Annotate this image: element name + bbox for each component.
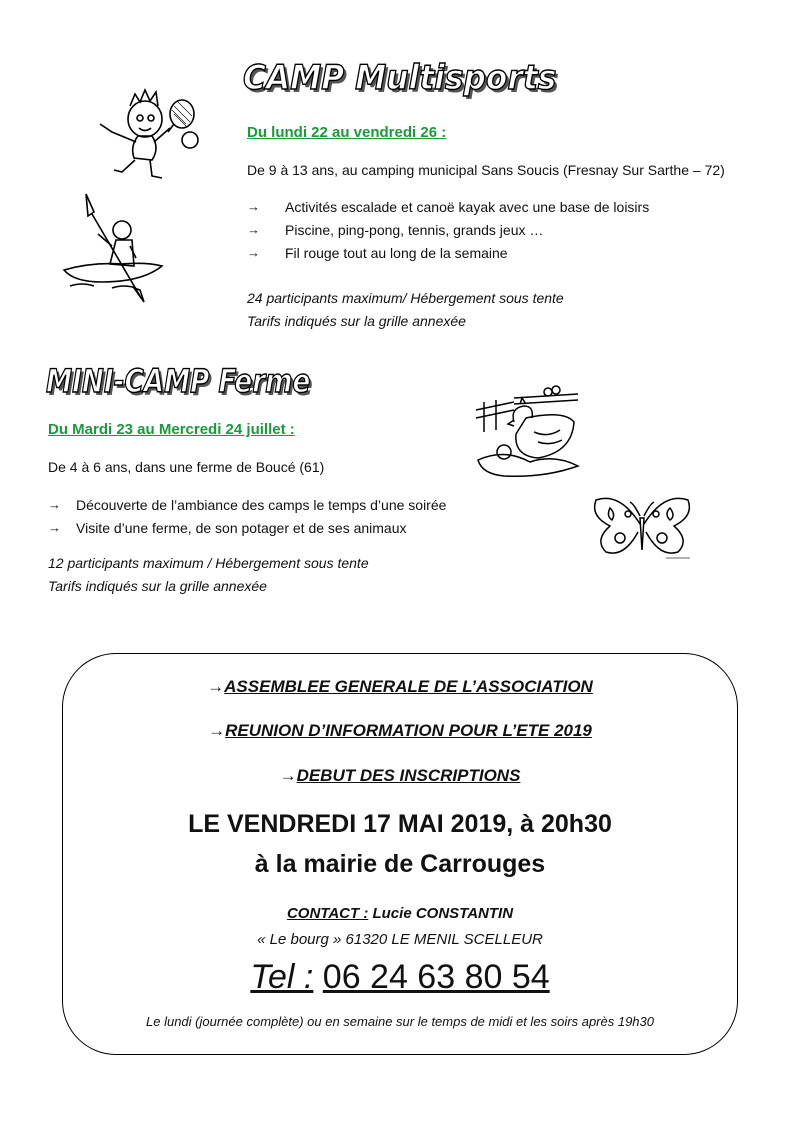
minicamp-participants: 12 participants maximum / Hébergement sous tente: [48, 555, 369, 571]
list-item: → Piscine, ping-pong, tennis, grands jeux …: [247, 221, 544, 238]
camp-activity-list: [247, 195, 727, 264]
camp-description: De 9 à 13 ans, au camping municipal Sans Soucis (Fresnay Sur Sarthe – 72): [247, 162, 725, 178]
meeting-place: à la mairie de Carrouges: [254, 850, 546, 878]
contact-line: [62, 905, 738, 922]
camp-dates: Du lundi 22 au vendredi 26 :: [247, 124, 447, 141]
arrow-icon: →: [247, 222, 260, 237]
arrow-icon: →: [247, 245, 260, 260]
contact-hours: Le lundi (journée complète) ou en semaine sur le temps de midi et les soirs après 19h30: [146, 1014, 654, 1029]
kayak-illustration: [62, 190, 166, 302]
camp-participants: 24 participants maximum/ Hébergement sous tente: [247, 290, 564, 306]
meeting-date: LE VENDREDI 17 MAI 2019, à 20h30: [188, 810, 612, 838]
meeting-item-info: →REUNION D’INFORMATION POUR L’ETE 2019: [208, 721, 592, 740]
arrow-icon: →: [48, 520, 61, 535]
arrow-icon: →: [208, 721, 226, 740]
tennis-kid-illustration: [90, 84, 208, 180]
meeting-item-inscriptions: →DEBUT DES INSCRIPTIONS: [279, 766, 521, 785]
minicamp-title: MINI-CAMP Ferme: [46, 362, 311, 400]
arrow-icon: →: [48, 497, 61, 512]
arrow-icon: →: [279, 766, 297, 785]
contact-address: « Le bourg » 61320 LE MENIL SCELLEUR: [257, 931, 543, 948]
list-item: → Activités escalade et canoë kayak avec une base de loisirs: [247, 198, 650, 215]
tel-label: Tel :: [250, 958, 314, 996]
telephone-line: [62, 958, 738, 997]
camp-title: CAMP Multisports: [243, 58, 557, 98]
list-item: → Visite d’une ferme, de son potager et de ses animaux: [48, 519, 407, 536]
tel-number[interactable]: 06 24 63 80 54: [322, 958, 550, 996]
minicamp-tarifs: Tarifs indiqués sur la grille annexée: [48, 578, 267, 594]
meeting-item-assembly: →ASSEMBLEE GENERALE DE L’ASSOCIATION: [207, 677, 593, 696]
list-item: → Fil rouge tout au long de la semaine: [247, 244, 508, 261]
arrow-icon: →: [207, 677, 225, 696]
butterfly-illustration: [590, 492, 694, 562]
arrow-icon: →: [247, 199, 260, 214]
contact-name: Lucie CONSTANTIN: [372, 905, 514, 922]
minicamp-dates: Du Mardi 23 au Mercredi 24 juillet :: [48, 421, 295, 438]
list-item: → Découverte de l’ambiance des camps le temps d’une soirée: [48, 496, 447, 513]
hen-illustration: [474, 382, 582, 478]
minicamp-description: De 4 à 6 ans, dans une ferme de Boucé (61): [48, 459, 325, 475]
contact-label: CONTACT :: [286, 905, 369, 922]
minicamp-activity-list: [48, 493, 488, 539]
camp-tarifs: Tarifs indiqués sur la grille annexée: [247, 313, 466, 329]
